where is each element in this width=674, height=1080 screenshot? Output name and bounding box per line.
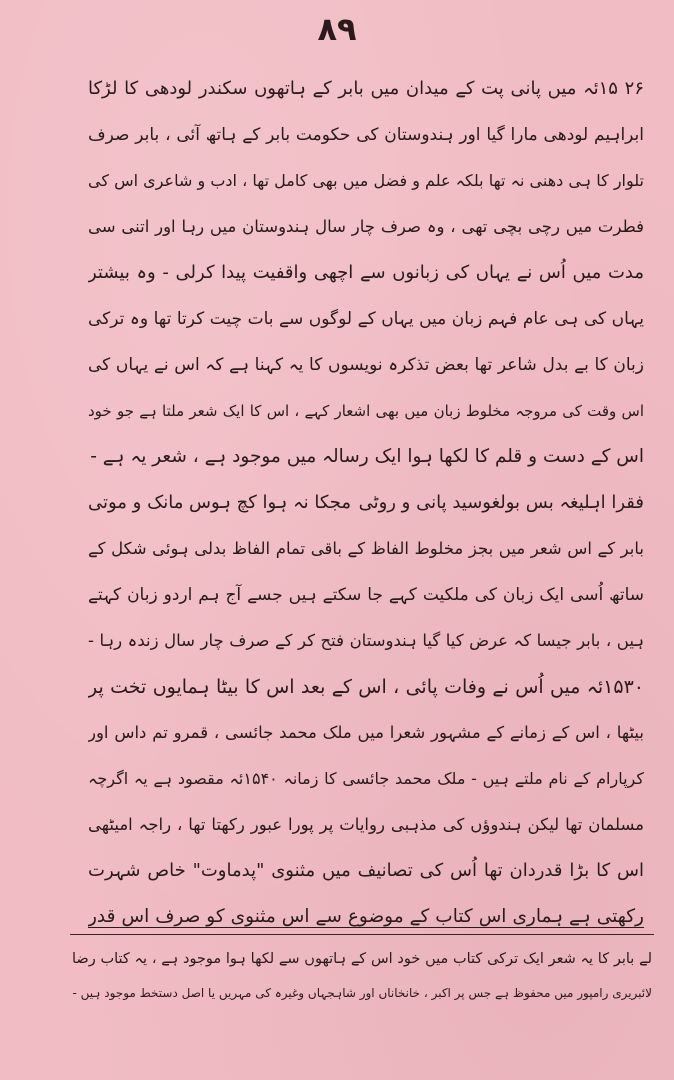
- text-line: ۲۶ ۱۵ئہ میں پانی پت کے میدان میں بابر کے ہاتھوں سکندر لودھی کا لڑکا: [88, 78, 644, 99]
- footnote-divider: [70, 934, 654, 935]
- verse-first-hemistich: مجکا نہ ہوا کچ ہوس مانک و موتی: [88, 492, 352, 513]
- text-line: ۱۵۳۰ئہ میں اُس نے وفات پائی ، اس کے بعد اس کا بیٹا ہمایوں تخت پر: [88, 676, 644, 698]
- main-text: [88, 66, 644, 940]
- text-line: ابراہیم لودھی مارا گیا اور ہندوستان کی حکومت بابر کے ہاتھ آئی ، بابر صرف: [88, 125, 644, 145]
- text-line: اس کا بڑا قدردان تھا اُس کی تصانیف میں مثنوی "پدماوت" خاص شہرت: [88, 860, 644, 881]
- footnote-line: لے بابر کا یہ شعر ایک ترکی کتاب میں خود اس کے ہاتھوں سے لکھا ہوا موجود ہے ، یہ کتاب رضا: [72, 951, 652, 967]
- page-number: ۸۹: [317, 10, 357, 48]
- text-line: تلوار کا ہی دھنی نہ تھا بلکہ علم و فضل میں بھی کامل تھا ، ادب و شاعری اس کی: [88, 171, 644, 190]
- text-line: اس وقت کی مروجہ مخلوط زبان میں بھی اشعار کہے ، اس کا ایک شعر ملتا ہے جو خود: [88, 402, 644, 420]
- footnote-line: لائبریری رامپور میں محفوظ ہے جس پر اکبر ، خانخاناں اور شاہجہاں وغیرہ کی مہریں یا اصل دستخط موجود ہیں -: [72, 986, 652, 1000]
- text-line: فطرت میں رچی بچی تھی ، وہ صرف چار سال ہندوستان میں رہا اور اتنی سی: [88, 217, 644, 236]
- text-line: مسلمان تھا لیکن ہندوؤں کی مذہبی روایات پر پورا عبور رکھتا تھا ، راجہ امیٹھی: [88, 815, 644, 834]
- verse: [88, 480, 644, 526]
- text-line: کرپارام کے نام ملتے ہیں - ملک محمد جائسی کا زمانہ ۱۵۴۰ئہ مقصود ہے یہ اگرچہ: [88, 769, 644, 788]
- footnotes: [72, 942, 652, 1010]
- text-line: رکھتی ہے ہماری اس کتاب کے موضوع سے اس مثنوی کو صرف اس قدر: [88, 906, 644, 927]
- text-line: بابر کے اس شعر میں بجز مخلوط الفاظ کے باقی تمام الفاظ بدلی ہوئی شکل کے: [88, 539, 644, 558]
- verse-second-hemistich: فقرا اہلیغہ بس بولغوسید پانی و روٹی: [358, 492, 644, 513]
- text-line: یہاں کی ہی عام فہم زبان میں یہاں کے لوگوں سے بات چیت کرتا تھا وہ ترکی: [88, 309, 644, 329]
- text-line: بیٹھا ، اس کے زمانے کے مشہور شعرا میں ملک محمد جائسی ، قمرو تم داس اور: [88, 723, 644, 742]
- text-line: مدت میں اُس نے یہاں کی زبانوں سے اچھی واقفیت پیدا کرلی - وہ بیشتر: [88, 262, 644, 283]
- text-line: زبان کا بے بدل شاعر تھا بعض تذکرہ نویسوں کا یہ کہنا ہے کہ اس نے یہاں کی: [88, 355, 644, 375]
- text-line: ہیں ، بابر جیسا کہ عرض کیا گیا ہندوستان فتح کر کے صرف چار سال زندہ رہا -: [88, 631, 644, 650]
- text-line: اس کے دست و قلم کا لکھا ہوا ایک رسالہ میں موجود ہے ، شعر یہ ہے -: [90, 446, 644, 467]
- text-line: ساتھ اُسی ایک زبان کی ملکیت کہے جا سکتے ہیں جسے آج ہم اردو زبان کہتے: [88, 585, 644, 605]
